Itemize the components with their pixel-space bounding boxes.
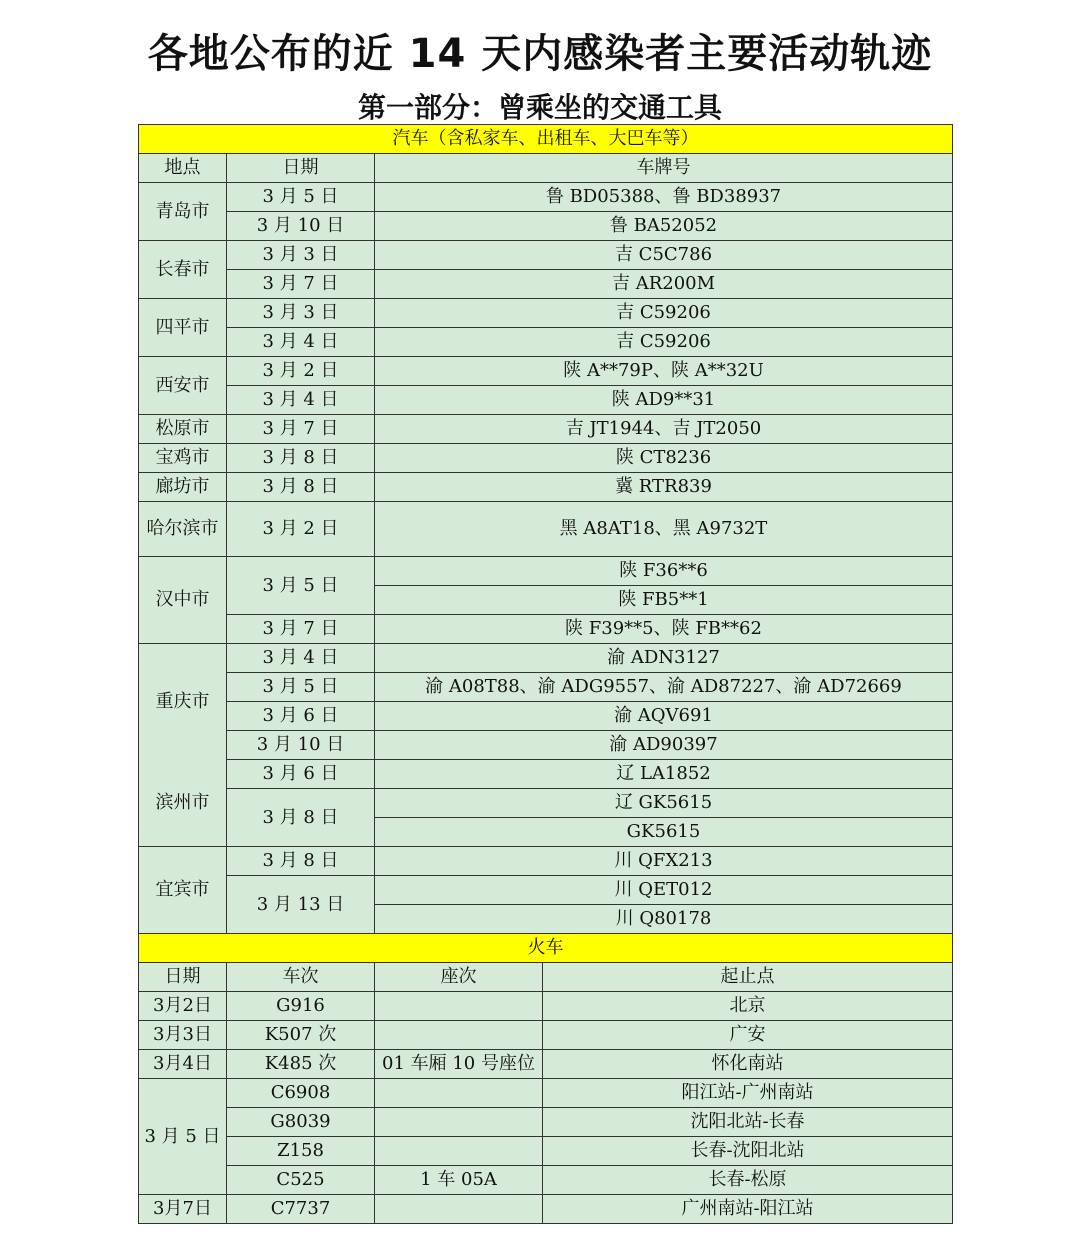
train-section-header <box>139 934 953 963</box>
seat-cell <box>375 1021 543 1050</box>
seat-cell <box>375 992 543 1021</box>
date-cell: 3月2日 <box>139 992 227 1021</box>
train-cell: G8039 <box>227 1108 375 1137</box>
table-row <box>139 876 953 905</box>
plate-cell: 渝 AD90397 <box>375 731 953 760</box>
date-cell: 3 月 5 日 <box>227 673 375 702</box>
route-cell: 广州南站-阳江站 <box>543 1195 953 1224</box>
table-row <box>139 328 953 357</box>
seat-cell <box>375 1079 543 1108</box>
table-row <box>139 299 953 328</box>
plate-cell: 渝 A08T88、渝 ADG9557、渝 AD87227、渝 AD72669 <box>375 673 953 702</box>
column-header-train: 车次 <box>227 963 375 992</box>
table-row <box>139 615 953 644</box>
page-subtitle: 第一部分：曾乘坐的交通工具 <box>357 91 722 124</box>
plate-cell: 川 Q80178 <box>375 905 953 934</box>
date-cell: 3 月 5 日 <box>227 183 375 212</box>
train-cell: Z158 <box>227 1137 375 1166</box>
plate-cell: 黑 A8AT18、黑 A9732T <box>375 502 953 557</box>
route-cell: 长春-沈阳北站 <box>543 1137 953 1166</box>
date-cell: 3 月 6 日 <box>227 760 375 789</box>
plate-cell: 吉 JT1944、吉 JT2050 <box>375 415 953 444</box>
car-header-row <box>139 154 953 183</box>
location-cell: 哈尔滨市 <box>139 502 227 557</box>
location-cell: 四平市 <box>139 299 227 357</box>
table-row <box>139 270 953 299</box>
plate-cell: 渝 AQV691 <box>375 702 953 731</box>
car-section-header <box>139 125 953 154</box>
table-row <box>139 444 953 473</box>
date-cell: 3月7日 <box>139 1195 227 1224</box>
table-row <box>139 1166 953 1195</box>
train-section-label: 火车 <box>139 934 953 963</box>
plate-cell: 冀 RTR839 <box>375 473 953 502</box>
plate-cell: 陕 AD9**31 <box>375 386 953 415</box>
table-row <box>139 673 953 702</box>
seat-cell <box>375 1137 543 1166</box>
column-header-route: 起止点 <box>543 963 953 992</box>
date-cell: 3 月 3 日 <box>227 241 375 270</box>
date-cell: 3月4日 <box>139 1050 227 1079</box>
plate-cell: 鲁 BD05388、鲁 BD38937 <box>375 183 953 212</box>
column-header-location: 地点 <box>139 154 227 183</box>
plate-cell: 吉 C59206 <box>375 328 953 357</box>
route-cell: 阳江站-广州南站 <box>543 1079 953 1108</box>
table-row <box>139 557 953 586</box>
plate-cell: 陕 F39**5、陕 FB**62 <box>375 615 953 644</box>
train-cell: K507 次 <box>227 1021 375 1050</box>
column-header-date: 日期 <box>227 154 375 183</box>
date-cell: 3 月 3 日 <box>227 299 375 328</box>
table-row <box>139 1108 953 1137</box>
date-cell: 3 月 8 日 <box>227 473 375 502</box>
location-cell: 滨州市 <box>139 760 227 847</box>
route-cell: 北京 <box>543 992 953 1021</box>
plate-cell: 陕 CT8236 <box>375 444 953 473</box>
train-cell: K485 次 <box>227 1050 375 1079</box>
table-row <box>139 731 953 760</box>
location-cell: 宝鸡市 <box>139 444 227 473</box>
plate-cell: 陕 F36**6 <box>375 557 953 586</box>
plate-cell: 陕 A**79P、陕 A**32U <box>375 357 953 386</box>
plate-cell: GK5615 <box>375 818 953 847</box>
column-header-plate: 车牌号 <box>375 154 953 183</box>
train-header-row <box>139 963 953 992</box>
location-cell: 重庆市 <box>139 644 227 760</box>
car-section-label: 汽车（含私家车、出租车、大巴车等） <box>139 125 953 154</box>
date-cell: 3 月 5 日 <box>139 1079 227 1195</box>
table-row <box>139 1050 953 1079</box>
train-cell: C525 <box>227 1166 375 1195</box>
date-cell: 3 月 8 日 <box>227 789 375 847</box>
train-cell: G916 <box>227 992 375 1021</box>
location-cell: 汉中市 <box>139 557 227 644</box>
plate-cell: 辽 LA1852 <box>375 760 953 789</box>
table-row <box>139 1079 953 1108</box>
plate-cell: 川 QET012 <box>375 876 953 905</box>
table-row <box>139 1021 953 1050</box>
date-cell: 3 月 7 日 <box>227 615 375 644</box>
date-cell: 3 月 2 日 <box>227 357 375 386</box>
route-cell: 沈阳北站-长春 <box>543 1108 953 1137</box>
location-cell: 西安市 <box>139 357 227 415</box>
table-row <box>139 212 953 241</box>
location-cell: 青岛市 <box>139 183 227 241</box>
seat-cell <box>375 1108 543 1137</box>
plate-cell: 吉 AR200M <box>375 270 953 299</box>
date-cell: 3 月 7 日 <box>227 270 375 299</box>
plate-cell: 吉 C5C786 <box>375 241 953 270</box>
train-cell: C6908 <box>227 1079 375 1108</box>
table-row <box>139 357 953 386</box>
table-row <box>139 760 953 789</box>
table-row <box>139 473 953 502</box>
date-cell: 3 月 2 日 <box>227 502 375 557</box>
table-row <box>139 386 953 415</box>
plate-cell: 辽 GK5615 <box>375 789 953 818</box>
date-cell: 3月3日 <box>139 1021 227 1050</box>
table-row <box>139 992 953 1021</box>
location-cell: 长春市 <box>139 241 227 299</box>
date-cell: 3 月 4 日 <box>227 644 375 673</box>
table-row <box>139 183 953 212</box>
route-cell: 怀化南站 <box>543 1050 953 1079</box>
table-row <box>139 702 953 731</box>
plate-cell: 川 QFX213 <box>375 847 953 876</box>
seat-cell: 1 车 05A <box>375 1166 543 1195</box>
column-header-seat: 座次 <box>375 963 543 992</box>
table-row <box>139 1195 953 1224</box>
route-cell: 广安 <box>543 1021 953 1050</box>
date-cell: 3 月 10 日 <box>227 731 375 760</box>
plate-cell: 鲁 BA52052 <box>375 212 953 241</box>
table-row <box>139 847 953 876</box>
plate-cell: 陕 FB5**1 <box>375 586 953 615</box>
date-cell: 3 月 6 日 <box>227 702 375 731</box>
seat-cell <box>375 1195 543 1224</box>
date-cell: 3 月 4 日 <box>227 328 375 357</box>
table-row <box>139 502 953 557</box>
transport-table <box>138 124 953 1224</box>
location-cell: 廊坊市 <box>139 473 227 502</box>
plate-cell: 渝 ADN3127 <box>375 644 953 673</box>
train-cell: C7737 <box>227 1195 375 1224</box>
location-cell: 宜宾市 <box>139 847 227 934</box>
table-row <box>139 241 953 270</box>
page-title: 各地公布的近 14 天内感染者主要活动轨迹 <box>147 31 933 77</box>
location-cell: 松原市 <box>139 415 227 444</box>
table-row <box>139 789 953 818</box>
date-cell: 3 月 7 日 <box>227 415 375 444</box>
date-cell: 3 月 4 日 <box>227 386 375 415</box>
date-cell: 3 月 10 日 <box>227 212 375 241</box>
route-cell: 长春-松原 <box>543 1166 953 1195</box>
table-row <box>139 644 953 673</box>
date-cell: 3 月 5 日 <box>227 557 375 615</box>
seat-cell: 01 车厢 10 号座位 <box>375 1050 543 1079</box>
date-cell: 3 月 8 日 <box>227 444 375 473</box>
table-row <box>139 1137 953 1166</box>
table-row <box>139 415 953 444</box>
date-cell: 3 月 8 日 <box>227 847 375 876</box>
date-cell: 3 月 13 日 <box>227 876 375 934</box>
plate-cell: 吉 C59206 <box>375 299 953 328</box>
column-header-date: 日期 <box>139 963 227 992</box>
